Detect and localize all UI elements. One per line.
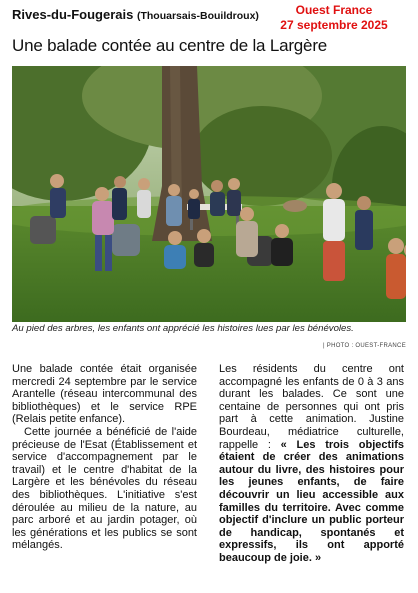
article-photo (12, 66, 406, 322)
photo-credit: | PHOTO : OUEST-FRANCE (322, 343, 406, 349)
source-newspaper: Ouest France (295, 3, 373, 17)
article-kicker (12, 7, 259, 22)
article-column-left (12, 363, 197, 552)
photo-caption: Au pied des arbres, les enfants ont apprécié les histoires lues par les bénévoles. (12, 323, 354, 334)
article-paragraph: Une balade contée était organisée mercredi 24 septembre par le service Arantelle (réseau intercommunal des bibliothèques) et le service RPE (Relais petite enfance). (12, 363, 197, 426)
article-paragraph (219, 363, 404, 565)
article-paragraph: Cette journée a bénéficié de l'aide précieuse de l'Esat (Établissement et service d'accompagnement par le travail) et le centre d'habitat de la Largère et les bénévoles du réseau des bibliothèques. L'initiative s'est déroulée au milieu de la nature, au parc arboré et au jardin potager, où les générations et les publics se sont mélangés. (12, 425, 197, 552)
article-column-right (219, 363, 404, 565)
article-headline: Une balade contée au centre de la Largère (12, 36, 328, 55)
source-stamp (264, 3, 404, 33)
location-name: Rives-du-Fougerais (12, 7, 134, 22)
article-text: Les résidents du centre ont accompagné les enfants de 0 à 3 ans durant les balades. Ce sont une centaine de personnes qui ont pris part à cette animation. Justine Bourdeau, médiatrice culturelle, rappelle : (219, 363, 404, 451)
source-date: 27 septembre 2025 (280, 18, 388, 32)
location-subtitle: (Thouarsais-Bouildroux) (136, 10, 259, 22)
article-quote: « Les trois objectifs étaient de créer des animations autour du livre, des histoires pour les jeunes enfants, de faire découvrir un lieu accessible aux familles du territoire. Avec comme objectif d'inclure un public porteur de handicap, spontanés et expressifs, ils ont apporté beaucoup de joie. » (219, 438, 405, 564)
